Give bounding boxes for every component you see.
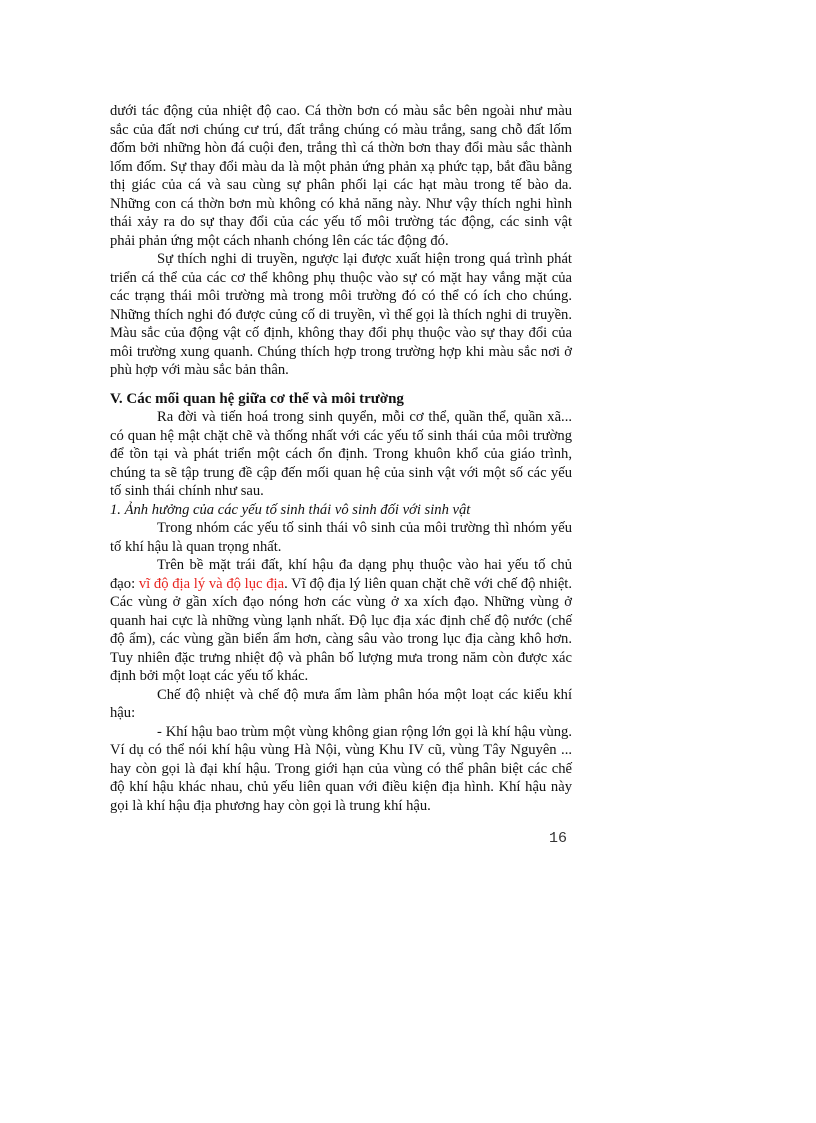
highlighted-text: vĩ độ địa lý và độ lục địa (138, 575, 285, 592)
paragraph-latitude-continentality (110, 556, 572, 686)
document-body (110, 102, 572, 815)
paragraph-climate-types: Chế độ nhiệt và chế độ mưa ẩm làm phân hóa một loạt các kiểu khí hậu: (110, 686, 572, 721)
paragraph-organism-environment: Ra đời và tiến hoá trong sinh quyển, mỗi cơ thể, quần thể, quần xã... có quan hệ mật chặt chẽ và thống nhất với các yếu tố sinh thái của môi trường để tồn tại và phát triển một cách ổn định. Trong khuôn khổ của giáo trình, chúng ta sẽ tập trung đề cập đến mối quan hệ của sinh vật với một số các yếu tố sinh thái chính như sau. (110, 409, 572, 499)
text-run: Trên bề mặt trái đất, khí hậu đa dạng phụ thuộc vào hai yếu tố chủ đạo: (110, 557, 572, 592)
paragraph-flounder-coloration: dưới tác động của nhiệt độ cao. Cá thờn bơn có màu sắc bên ngoài như màu sắc của đất nơi chúng cư trú, đất trắng chúng có màu trắng, sang chỗ đất lốm đốm bởi những hòn đá cuội đen, trắng thì cá thờn bơn thay đổi màu sắc thành lốm đốm. Sự thay đổi màu da là một phản ứng phản xạ phức tạp, bắt đầu bằng thị giác của cá và sau cùng sự phân phối lại các hạt màu trong tế bào da. Những con cá thờn bơn mù không có khả năng này. Như vậy thích nghi hình thái xảy ra do sự thay đổi của các yếu tố môi trường tác động, các sinh vật phải phản ứng một cách nhanh chóng lên các tác động đó. (110, 103, 572, 249)
text-run: . Vĩ độ địa lý liên quan chặt chẽ với chế độ nhiệt. Các vùng ở gần xích đạo nóng hơn các vùng ở xa xích đạo. Những vùng ở quanh hai cực là những vùng lạnh nhất. Độ lục địa xác định chế độ nước (chế độ ẩm), các vùng gần biển ẩm hơn, càng sâu vào trong lục địa càng khô hơn. Tuy nhiên đặc trưng nhiệt độ và phân bố lượng mưa trong năm còn được xác định bởi một loạt các yếu tố khác. (110, 575, 573, 684)
page-number: 16 (549, 830, 568, 847)
subsection-heading: 1. Ảnh hưởng của các yếu tố sinh thái vô sinh đối với sinh vật (110, 501, 471, 518)
section-heading: V. Các mối quan hệ giữa cơ thể và môi trường (110, 390, 404, 407)
paragraph-climate-factors: Trong nhóm các yếu tố sinh thái vô sinh của môi trường thì nhóm yếu tố khí hậu là quan trọng nhất. (110, 520, 572, 555)
paragraph-genetic-adaptation: Sự thích nghi di truyền, ngược lại được xuất hiện trong quá trình phát triển cá thể của các cơ thể không phụ thuộc vào sự có mặt hay vắng mặt của các trạng thái môi trường mà trong môi trường đó có thể có ích cho chúng. Những thích nghi đó được củng cố di truyền, vì thế gọi là thích nghi di truyền. Màu sắc của động vật cố định, không thay đổi phụ thuộc vào sự thay đổi của môi trường xung quanh. Chúng thích hợp trong trường hợp khi màu sắc nơi ở phù hợp với màu sắc bản thân. (110, 251, 572, 378)
paragraph-regional-climate: - Khí hậu bao trùm một vùng không gian rộng lớn gọi là khí hậu vùng. Ví dụ có thể nói khí hậu vùng Hà Nội, vùng Khu IV cũ, vùng Tây Nguyên ... hay còn gọi là đại khí hậu. Trong giới hạn của vùng có thể phân biệt các chế độ khí hậu khác nhau, chủ yếu liên quan với điều kiện địa hình. Khí hậu này gọi là khí hậu địa phương hay còn gọi là trung khí hậu. (110, 723, 572, 814)
